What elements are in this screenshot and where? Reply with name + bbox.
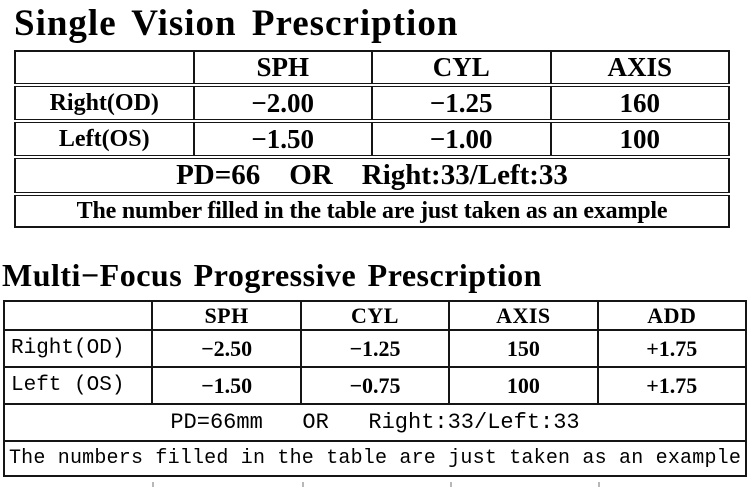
single-vision-table [14,50,730,228]
mf-pd-text: PD=66mm OR Right:33/Left:33 [4,404,746,441]
sv-left-label: Left(OS) [15,121,194,157]
mf-row-left [4,367,746,404]
mf-right-label: Right(OD) [4,330,152,367]
sv-right-cyl-value: −1.25 [372,85,551,121]
sv-right-sph-value: −2.00 [194,85,373,121]
sv-header-sph: SPH [194,51,373,85]
mf-note-text: The numbers filled in the table are just taken as an example [4,441,746,476]
sv-row-left [15,121,729,157]
sv-row-right [15,85,729,121]
mf-pd-row [4,404,746,441]
mf-header-cyl: CYL [301,301,449,330]
progressive-table [3,300,747,477]
mf-left-label: Left (OS) [4,367,152,404]
mf-row-right [4,330,746,367]
sv-left-axis-value: 100 [551,121,730,157]
mf-left-add-value: +1.75 [598,367,746,404]
mf-right-add-value: +1.75 [598,330,746,367]
mf-header-row [4,301,746,330]
sv-pd-row [15,157,729,194]
mf-right-axis-value: 150 [449,330,597,367]
sv-left-cyl-value: −1.00 [372,121,551,157]
mf-right-cyl-value: −1.25 [301,330,449,367]
mf-right-sph-value: −2.50 [152,330,300,367]
sv-header-axis: AXIS [551,51,730,85]
sv-header-empty [15,51,194,85]
sv-header-row [15,51,729,85]
sv-right-axis-value: 160 [551,85,730,121]
sv-header-cyl: CYL [372,51,551,85]
mf-header-axis: AXIS [449,301,597,330]
mf-left-axis-value: 100 [449,367,597,404]
mf-header-empty [4,301,152,330]
mf-left-sph-value: −1.50 [152,367,300,404]
sv-note-row [15,194,729,227]
mf-note-row [4,441,746,476]
sv-note-text: The number filled in the table are just taken as an example [15,194,729,227]
cropped-next-row-artifact [0,482,750,490]
sv-left-sph-value: −1.50 [194,121,373,157]
mf-header-sph: SPH [152,301,300,330]
mf-left-cyl-value: −0.75 [301,367,449,404]
single-vision-title: Single Vision Prescription [14,3,459,44]
mf-header-add: ADD [598,301,746,330]
sv-pd-text: PD=66 OR Right:33/Left:33 [15,157,729,194]
progressive-title: Multi−Focus Progressive Prescription [2,257,542,293]
sv-right-label: Right(OD) [15,85,194,121]
